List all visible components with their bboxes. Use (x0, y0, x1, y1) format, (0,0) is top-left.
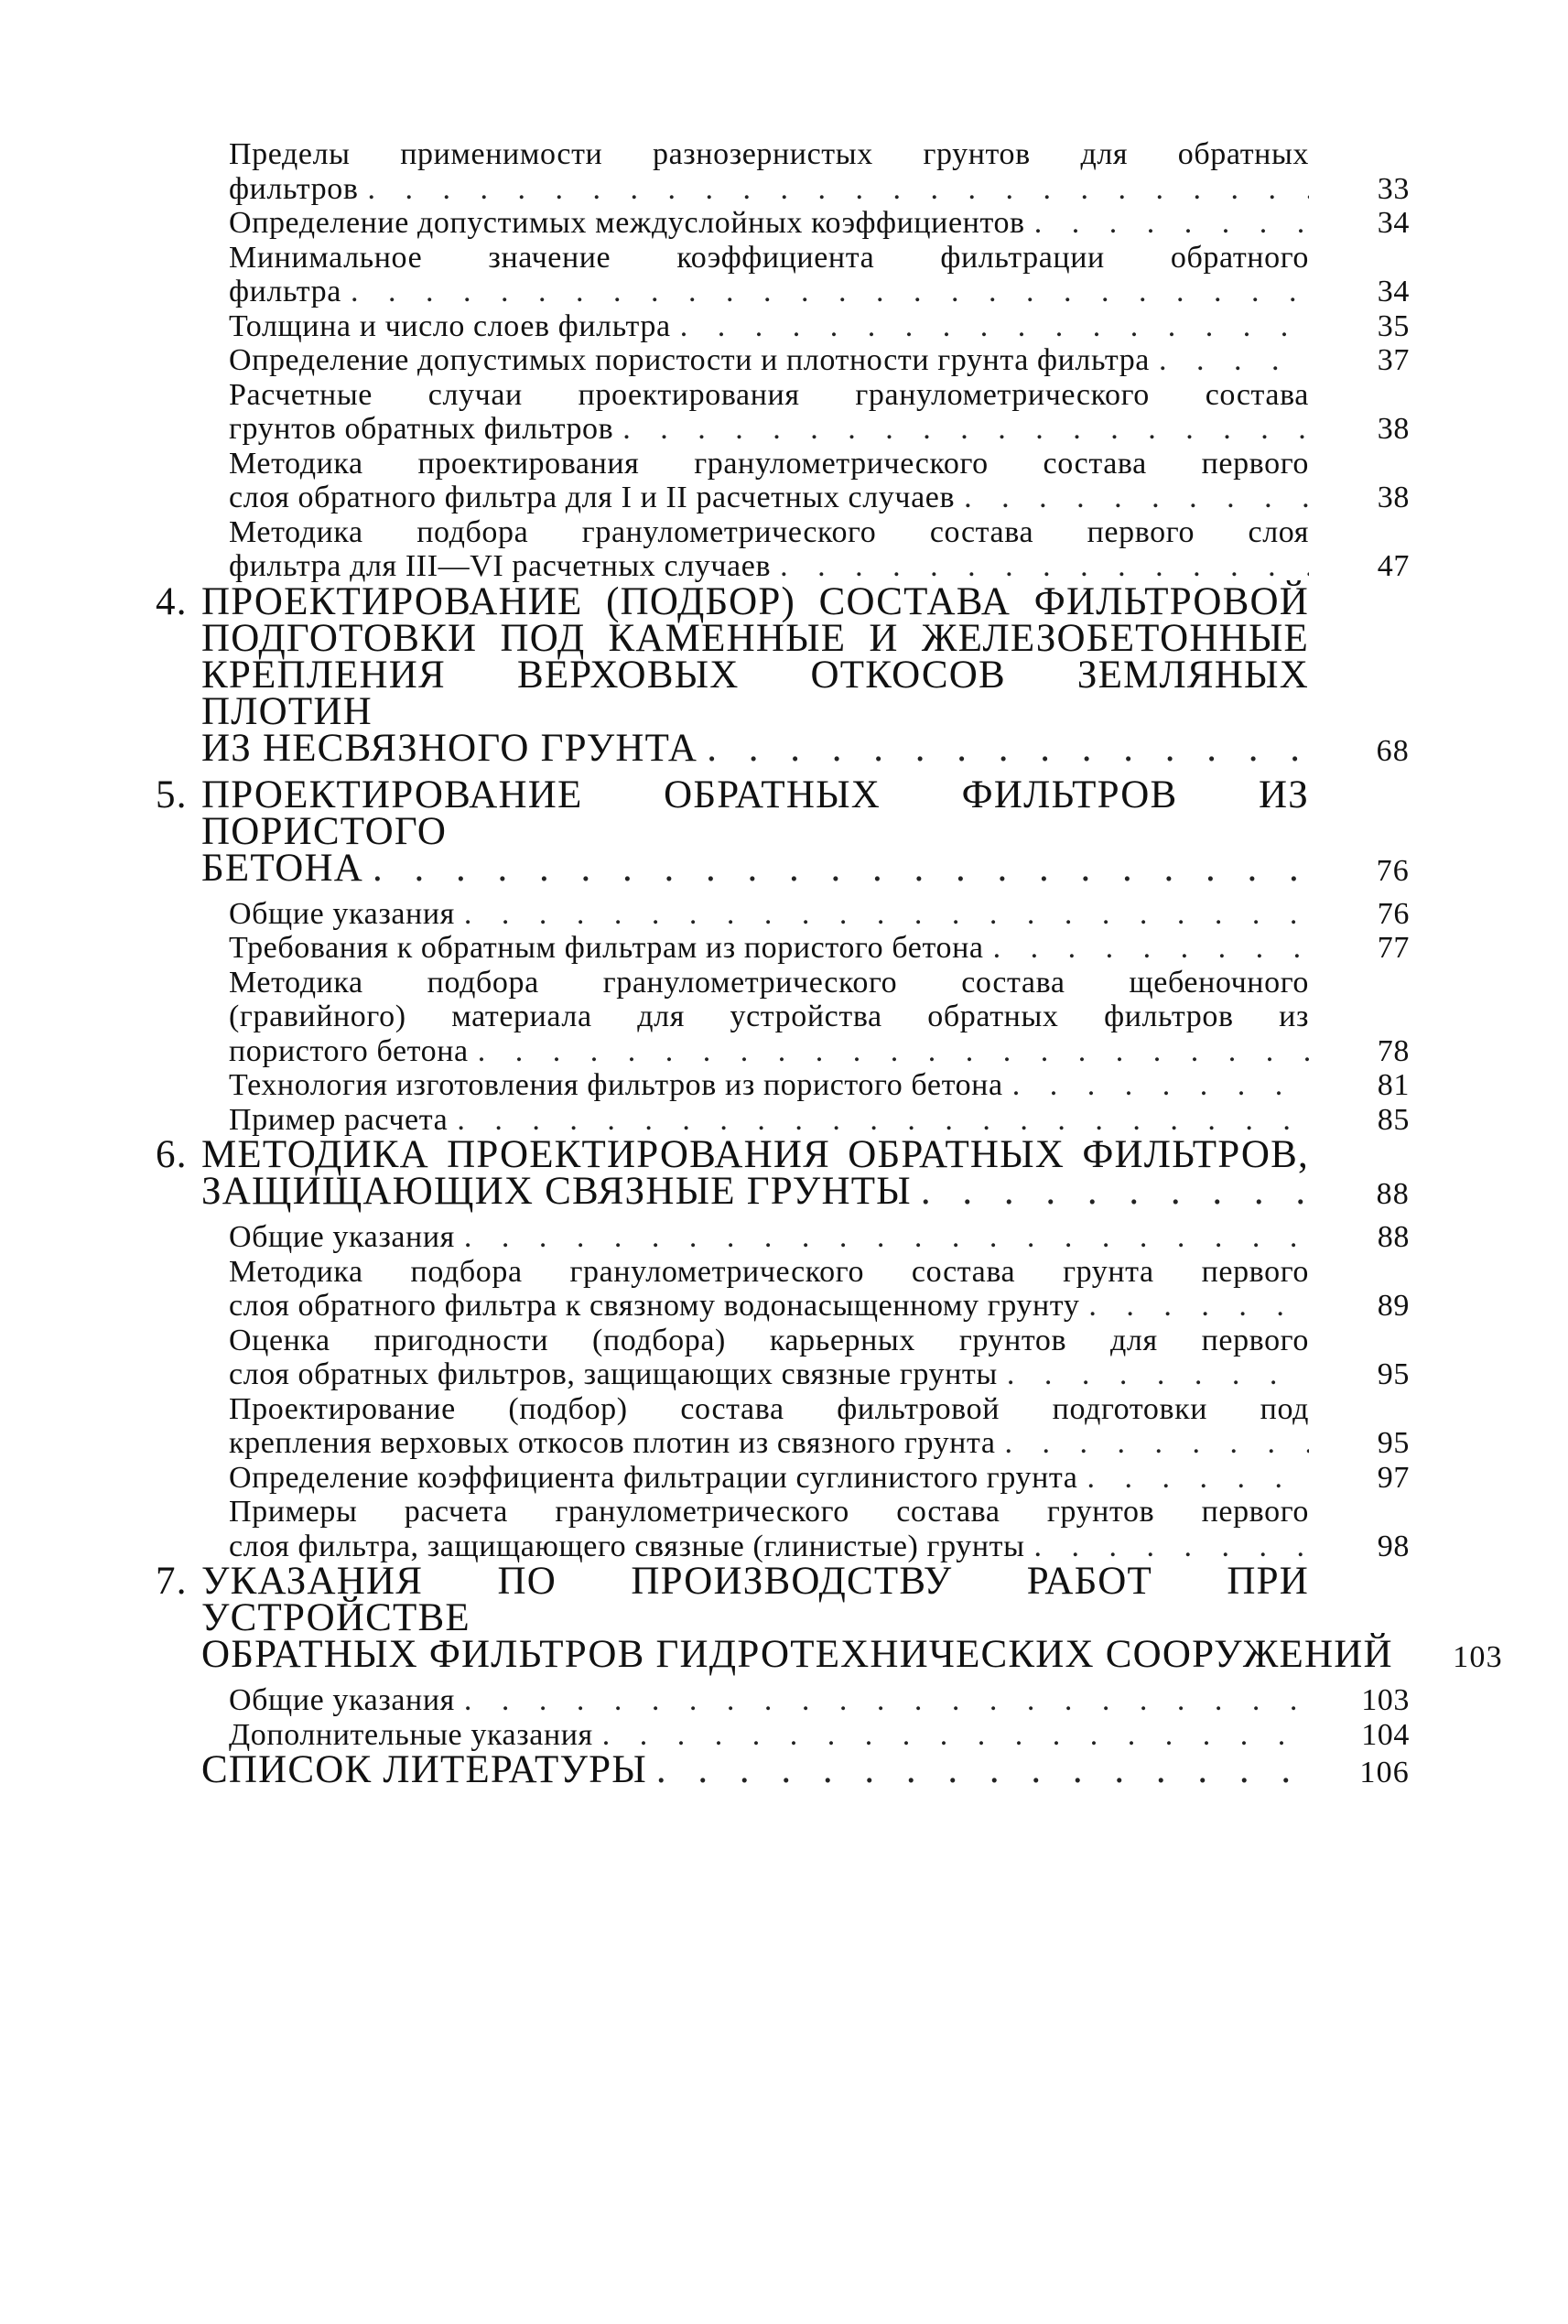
toc-line (156, 1426, 1410, 1461)
page-number: 78 (1377, 1033, 1410, 1068)
toc-line (156, 1633, 1503, 1676)
page-number: 38 (1377, 412, 1410, 446)
dot-leader (671, 309, 1309, 344)
toc-section-heading (156, 1133, 1410, 1220)
toc-entry (156, 447, 1410, 515)
page-number: 38 (1377, 481, 1410, 514)
page-number: 37 (1377, 343, 1410, 377)
dot-leader (955, 481, 1309, 515)
toc-line-text: слоя обратного фильтра для I и II расчетных случаев (229, 481, 956, 514)
page-number: 104 (1361, 1717, 1410, 1752)
toc-line-text: (гравийного) материала для устройства обратных фильтров из (229, 1000, 1309, 1033)
toc-entry (156, 206, 1410, 241)
toc-line-text: Минимальное значение коэффициента фильтрации обратного (229, 240, 1309, 275)
dot-leader (1150, 343, 1309, 378)
toc-line (156, 1560, 1410, 1639)
toc-line (156, 966, 1410, 1000)
toc-line (156, 726, 1410, 770)
page-number: 98 (1377, 1529, 1410, 1563)
page-number: 88 (1377, 1220, 1410, 1254)
table-of-contents (156, 137, 1503, 1799)
toc-line (156, 549, 1410, 584)
toc-line (156, 1683, 1410, 1718)
toc-line-text: Толщина и число слоев фильтра (229, 308, 671, 343)
toc-line-text: Определение допустимых пористости и плотности грунта фильтра (229, 343, 1150, 377)
toc-line-text: фильтра для III—VI расчетных случаев (229, 549, 772, 583)
section-number: 7. (156, 1560, 188, 1603)
toc-line (156, 481, 1410, 515)
toc-line-text: Общие указания (229, 896, 455, 931)
toc-line (156, 1461, 1410, 1496)
toc-line (156, 1324, 1410, 1358)
toc-section-heading (156, 579, 1410, 777)
toc-line-text: ОБРАТНЫХ ФИЛЬТРОВ ГИДРОТЕХНИЧЕСКИХ СООРУЖЕНИЙ (201, 1633, 1393, 1676)
toc-line-text: Общие указания (229, 1683, 455, 1717)
toc-line-text: Примеры расчета гранулометрического состава грунтов первого (229, 1495, 1309, 1529)
page-number: 68 (1376, 733, 1410, 768)
toc-line-text: Технология изготовления фильтров из пористого бетона (229, 1068, 1003, 1102)
toc-line-text: Пример расчета (229, 1102, 449, 1137)
toc-line-text: Методика проектирования гранулометрического состава первого (229, 446, 1309, 481)
toc-entry (156, 1220, 1410, 1255)
dot-leader (1003, 1068, 1309, 1103)
toc-line-text: грунтов обратных фильтров (229, 412, 614, 446)
toc-line-text: ПРОЕКТИРОВАНИЕ (ПОДБОР) СОСТАВА ФИЛЬТРОВОЙ (201, 579, 1309, 623)
toc-line (156, 1068, 1410, 1103)
toc-entry (156, 343, 1410, 378)
toc-line (156, 412, 1410, 447)
toc-line (156, 1495, 1410, 1530)
page-number: 76 (1377, 896, 1410, 931)
page-number: 95 (1377, 1426, 1410, 1460)
toc-line-text: слоя фильтра, защищающего связные (глинистые) грунты (229, 1529, 1025, 1563)
toc-line (156, 897, 1410, 932)
section-number: 5. (156, 773, 188, 816)
toc-entry (156, 1324, 1410, 1392)
dot-leader (1025, 1530, 1309, 1564)
toc-entry (156, 897, 1410, 932)
toc-line-text: ПОДГОТОВКИ ПОД КАМЕННЫЕ И ЖЕЛЕЗОБЕТОННЫЕ (201, 616, 1309, 660)
toc-line-text: Методика подбора гранулометрического состава первого слоя (229, 514, 1309, 549)
page-number: 85 (1377, 1102, 1410, 1137)
dot-leader (359, 172, 1309, 207)
toc-line (156, 1718, 1410, 1753)
toc-entry (156, 378, 1410, 447)
toc-entry (156, 309, 1410, 344)
page-number: 47 (1377, 549, 1410, 583)
toc-line-text: Расчетные случаи проектирования гранулометрического состава (229, 377, 1309, 412)
toc-line (156, 309, 1410, 344)
page-number: 81 (1377, 1068, 1410, 1102)
toc-line-text: СПИСОК ЛИТЕРАТУРЫ (201, 1748, 647, 1791)
toc-line (156, 1103, 1410, 1138)
toc-line (156, 1530, 1410, 1564)
toc-line (156, 653, 1410, 733)
toc-line-text: БЕТОНА (201, 846, 364, 890)
toc-line-text: фильтров (229, 171, 359, 206)
toc-line (156, 343, 1410, 378)
toc-entry (156, 1068, 1410, 1103)
toc-line-text: слоя обратных фильтров, защищающих связные грунты (229, 1357, 998, 1391)
page-number: 88 (1376, 1177, 1410, 1211)
toc-line-text: ПРОЕКТИРОВАНИЕ ОБРАТНЫХ ФИЛЬТРОВ ИЗ ПОРИСТОГО (201, 773, 1309, 853)
toc-line (156, 1220, 1410, 1255)
toc-line (156, 1133, 1410, 1176)
toc-entry (156, 1255, 1410, 1324)
toc-entry (156, 1495, 1410, 1563)
page-number: 33 (1377, 171, 1410, 206)
dot-leader (647, 1752, 1309, 1789)
toc-line (156, 275, 1410, 309)
toc-line-text: УКАЗАНИЯ ПО ПРОИЗВОДСТВУ РАБОТ ПРИ УСТРОЙСТВЕ (201, 1560, 1309, 1639)
page-number: 77 (1377, 931, 1410, 965)
dot-leader (912, 1173, 1309, 1210)
dot-leader (363, 850, 1309, 887)
toc-line (156, 1357, 1410, 1392)
toc-entry (156, 1103, 1410, 1138)
toc-entry (156, 241, 1410, 309)
page-number: 103 (1453, 1640, 1503, 1674)
toc-line-text: крепления верховых откосов плотин из связного грунта (229, 1426, 996, 1460)
page-number: 106 (1359, 1756, 1410, 1789)
toc-line (156, 172, 1410, 207)
page-number: 35 (1377, 308, 1410, 343)
dot-leader (613, 412, 1309, 447)
dot-leader (998, 1357, 1309, 1392)
dot-leader (1079, 1289, 1309, 1324)
dot-leader (593, 1718, 1309, 1753)
dot-leader (455, 1220, 1309, 1255)
toc-section-heading (156, 1560, 1503, 1683)
toc-line-text: слоя обратного фильтра к связному водонасыщенному грунту (229, 1289, 1080, 1323)
toc-section-heading (156, 1748, 1410, 1799)
dot-leader (1025, 206, 1309, 241)
toc-line (156, 1748, 1410, 1791)
toc-line-text: ИЗ НЕСВЯЗНОГО ГРУНТА (201, 726, 698, 770)
toc-line-text: ЗАЩИЩАЮЩИХ СВЯЗНЫЕ ГРУНТЫ (201, 1170, 912, 1213)
dot-leader (1077, 1461, 1309, 1496)
toc-line (156, 1392, 1410, 1427)
section-number: 6. (156, 1133, 188, 1176)
toc-line-text: Требования к обратным фильтрам из пористого бетона (229, 931, 984, 965)
toc-line (156, 515, 1410, 550)
toc-line-text: пористого бетона (229, 1033, 469, 1068)
section-number: 4. (156, 579, 188, 623)
toc-section-heading (156, 773, 1410, 897)
toc-line (156, 846, 1410, 890)
dot-leader (448, 1103, 1309, 1138)
toc-line (156, 241, 1410, 276)
toc-line-text: КРЕПЛЕНИЯ ВЕРХОВЫХ ОТКОСОВ ЗЕМЛЯНЫХ ПЛОТИН (201, 653, 1309, 733)
toc-entry (156, 1392, 1410, 1461)
toc-entry (156, 931, 1410, 966)
page-number: 103 (1361, 1683, 1410, 1717)
page-number: 34 (1377, 206, 1410, 240)
toc-line (156, 1034, 1410, 1069)
toc-line (156, 616, 1410, 660)
toc-line (156, 1289, 1410, 1324)
toc-line (156, 447, 1410, 481)
toc-line-text: Дополнительные указания (229, 1717, 593, 1752)
toc-entry (156, 515, 1410, 584)
toc-line (156, 1000, 1410, 1034)
toc-line (156, 579, 1410, 623)
toc-line-text: Оценка пригодности (подбора) карьерных грунтов для первого (229, 1323, 1309, 1357)
dot-leader (455, 897, 1309, 932)
toc-entry (156, 137, 1410, 206)
dot-leader (771, 549, 1309, 584)
dot-leader (455, 1683, 1309, 1718)
toc-line-text: Общие указания (229, 1220, 455, 1254)
toc-line-text: Определение коэффициента фильтрации суглинистого грунта (229, 1460, 1078, 1495)
dot-leader (341, 275, 1309, 309)
toc-entry (156, 966, 1410, 1069)
toc-line-text: Пределы применимости разнозернистых грунтов для обратных (229, 137, 1309, 171)
toc-line (156, 1255, 1410, 1290)
dot-leader (996, 1426, 1309, 1461)
dot-leader (469, 1034, 1309, 1069)
toc-line-text: Методика подбора гранулометрического состава щебеночного (229, 965, 1309, 1000)
toc-line (156, 931, 1410, 966)
dot-leader (1393, 1637, 1402, 1673)
toc-entry (156, 1718, 1410, 1753)
toc-line (156, 1170, 1410, 1213)
toc-line-text: Методика подбора гранулометрического состава грунта первого (229, 1254, 1309, 1289)
page-number: 95 (1377, 1357, 1410, 1391)
toc-line (156, 206, 1410, 241)
toc-line (156, 773, 1410, 853)
dot-leader (984, 931, 1309, 966)
page-number: 76 (1376, 853, 1410, 888)
page-number: 97 (1377, 1460, 1410, 1495)
toc-line-text: фильтра (229, 275, 341, 308)
toc-line (156, 137, 1410, 172)
toc-line-text: МЕТОДИКА ПРОЕКТИРОВАНИЯ ОБРАТНЫХ ФИЛЬТРОВ, (201, 1133, 1309, 1176)
toc-entry (156, 1461, 1410, 1496)
dot-leader (697, 730, 1309, 767)
toc-line (156, 378, 1410, 413)
toc-line-text: Проектирование (подбор) состава фильтровой подготовки под (229, 1391, 1309, 1426)
page-number: 89 (1377, 1289, 1410, 1323)
toc-line-text: Определение допустимых междуслойных коэффициентов (229, 206, 1025, 240)
toc-entry (156, 1683, 1410, 1718)
page-number: 34 (1377, 275, 1410, 308)
